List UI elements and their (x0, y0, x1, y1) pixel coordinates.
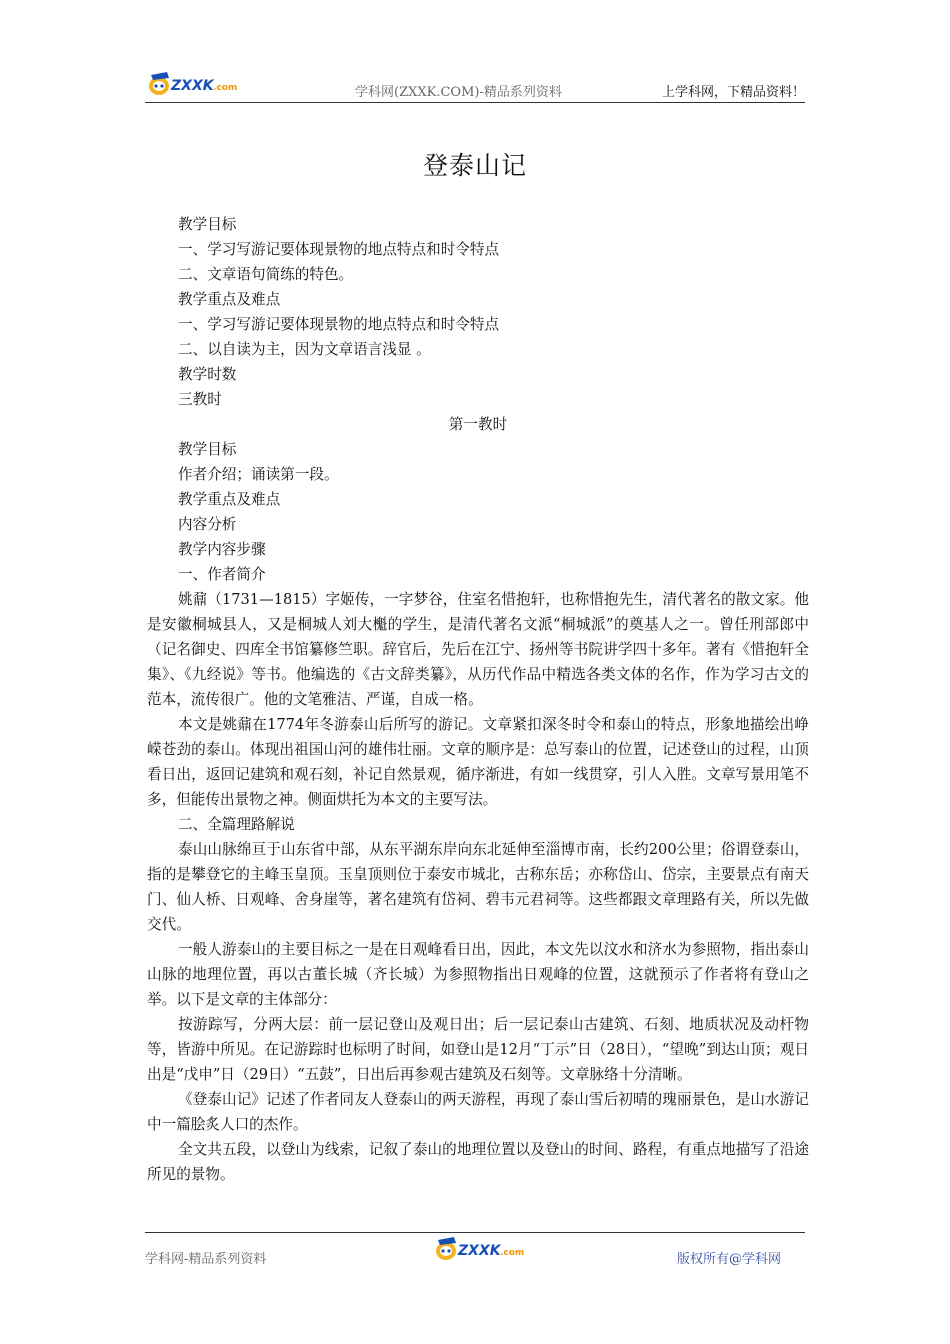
text-line: 一、作者简介 (178, 566, 266, 583)
zxxk-footer-logo (432, 1233, 532, 1263)
text-line: 教学内容步骤 (178, 541, 266, 558)
text-line: 教学目标 (178, 441, 237, 458)
document-body (147, 212, 809, 1187)
footer-copyright-link[interactable]: 版权所有@学科网 (676, 1252, 781, 1267)
text-line: 教学重点及难点 (178, 291, 281, 308)
paragraph-sunrise: 一般人游泰山的主要目标之一是在日观峰看日出，因此，本文先以汶水和济水为参照物，指出泰山山脉的地理位置，再以古董长城（齐长城）为参照物指出日观峰的位置，这就预示了作者将有登山之举。以下是文章的主体部分： (147, 941, 809, 1008)
paragraph-outline: 全文共五段，以登山为线索，记叙了泰山的地理位置以及登山的时间、路程，有重点地描写了沿途所见的景物。 (147, 1141, 809, 1183)
header-center-text: 学科网(ZXXK.COM)-精品系列资料 (355, 85, 562, 100)
section-heading: 二、全篇理路解说 (178, 816, 295, 833)
page-header (145, 68, 805, 103)
zxxk-logo (145, 68, 245, 98)
text-line: 教学目标 (178, 216, 237, 233)
footer-left-text: 学科网-精品系列资料 (145, 1252, 267, 1267)
text-line: 一、学习写游记要体现景物的地点特点和时令特点 (178, 241, 500, 258)
svg-text:.com: .com (500, 1248, 525, 1258)
text-line: 一、学习写游记要体现景物的地点特点和时令特点 (178, 316, 500, 333)
svg-text:.com: .com (213, 83, 238, 93)
svg-text:ZXXK: ZXXK (458, 1243, 501, 1259)
text-line: 教学时数 (178, 366, 237, 383)
text-line: 作者介绍；诵读第一段。 (178, 466, 339, 483)
paragraph-summary: 《登泰山记》记述了作者同友人登泰山的两天游程，再现了泰山雪后初晴的瑰丽景色，是山水游记中一篇脍炙人口的杰作。 (147, 1091, 809, 1133)
text-line: 二、以自读为主，因为文章语言浅显 。 (178, 341, 431, 358)
document-title: 登泰山记 (422, 151, 527, 180)
page-footer (145, 1232, 805, 1267)
paragraph-overview: 本文是姚鼐在1774年冬游泰山后所写的游记。文章紧扣深冬时令和泰山的特点，形象地描绘出峥嵘苍劲的泰山。体现出祖国山河的雄伟壮丽。文章的顺序是：总写泰山的位置，记述登山的过程，山顶看日出，返回记建筑和观石刻，补记自然景观，循序渐进，有如一线贯穿，引人入胜。文章写景用笔不多，但能传出景物之神。侧面烘托为本文的主要写法。 (147, 716, 809, 808)
header-right-text: 上学科网，下精品资料！ (661, 85, 805, 100)
text-line: 二、文章语句简练的特色。 (178, 266, 354, 283)
svg-text:ZXXK: ZXXK (171, 78, 214, 94)
section-title: 第一教时 (448, 416, 508, 433)
text-line: 内容分析 (178, 516, 237, 533)
text-line: 三教时 (178, 391, 222, 408)
text-line: 教学重点及难点 (178, 491, 281, 508)
paragraph-geography: 泰山山脉绵亘于山东省中部，从东平湖东岸向东北延伸至淄博市南，长约200公里；俗谓登泰山，指的是攀登它的主峰玉皇顶。玉皇顶则位于泰安市城北，古称东岳；亦称岱山、岱宗，主要景点有南天门、仙人桥、日观峰、舍身崖等，著名建筑有岱祠、碧韦元君祠等。这些都跟文章理路有关，所以先做交代。 (147, 841, 809, 933)
paragraph-author-bio: 姚鼐（1731—1815）字姬传，一字梦谷，住室名惜抱轩，也称惜抱先生，清代著名的散文家。他是安徽桐城县人，又是桐城人刘大櫆的学生，是清代著名文派“桐城派”的奠基人之一。曾任刑部郎中（记名御史、四库全书馆纂修竺职。辞官后，先后在江宁、扬州等书院讲学四十多年。著有《惜抱轩全集》、《九经说》等书。他编选的《古文辞类纂》，从历代作品中精选各类文体的名作，作为学习古文的范本，流传很广。他的文笔雅洁、严谨，自成一格。 (147, 591, 809, 708)
paragraph-structure: 按游踪写，分两大层：前一层记登山及观日出；后一层记泰山古建筑、石刻、地质状况及动杆物等，皆游中所见。在记游踪时也标明了时间，如登山是12月“丁示”日（28日），“望晚”到达山顶；观日出是“戊申”日（29日）“五鼓”，日出后再参观古建筑及石刻等。文章脉络十分清晰。 (147, 1016, 809, 1083)
